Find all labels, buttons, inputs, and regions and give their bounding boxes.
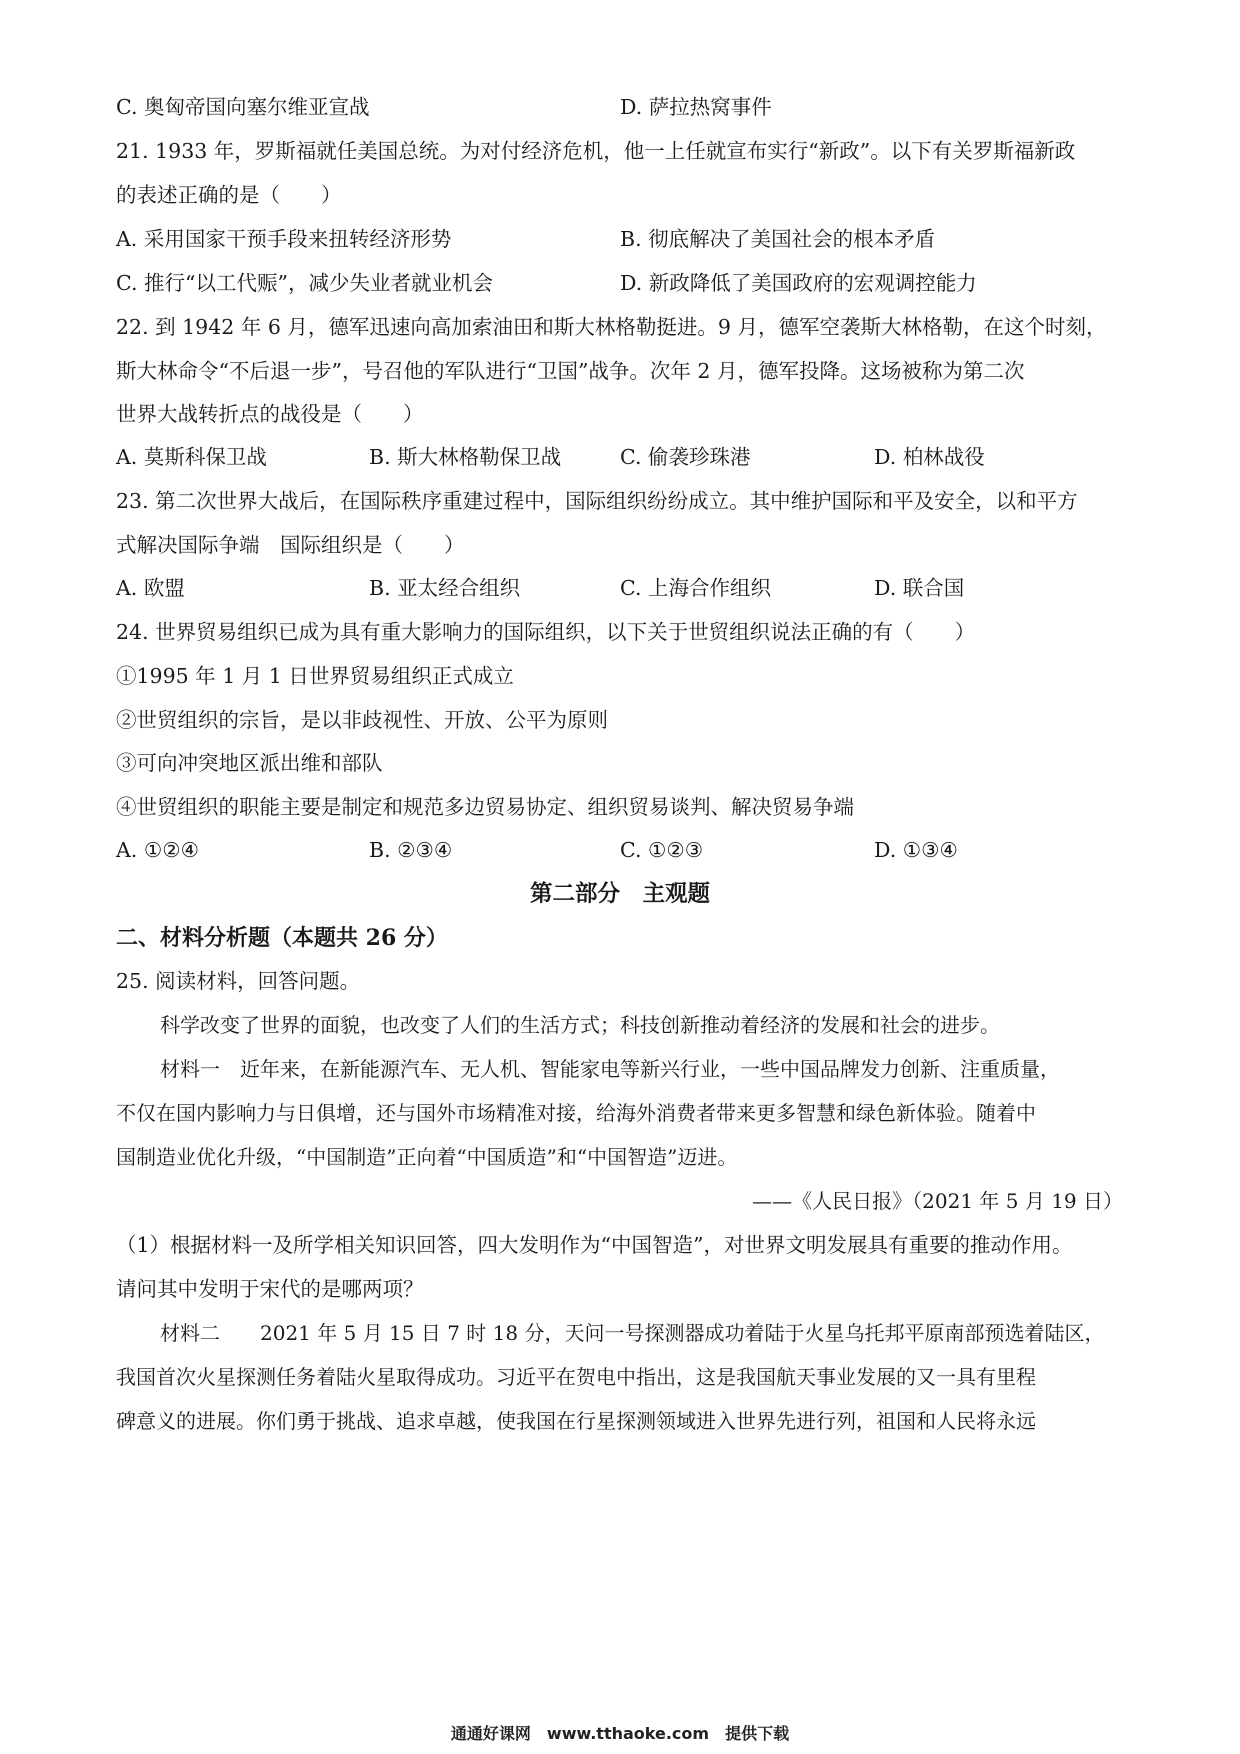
q21-option-b: B. 彻底解决了美国社会的根本矛盾	[620, 227, 936, 251]
material-one-line1: 材料一 近年来，在新能源汽车、无人机、智能家电等新兴行业，一些中国品牌发力创新、注重质量，	[160, 1057, 1060, 1081]
q21-option-a: A. 采用国家干预手段来扭转经济形势	[116, 227, 452, 251]
q25-sub1-line1: （1）根据材料一及所学相关知识回答，四大发明作为“中国智造”，对世界文明发展具有重要的推动作用。	[116, 1233, 1073, 1257]
page-footer: 通通好课网 www.tthaoke.com 提供下载	[450, 1724, 790, 1743]
q24-statement-1: ①1995 年 1 月 1 日世界贸易组织正式成立	[116, 664, 514, 688]
q24-option-b: B. ②③④	[369, 838, 453, 862]
q23-option-c: C. 上海合作组织	[620, 576, 771, 600]
q23-stem-line1: 23. 第二次世界大战后，在国际秩序重建过程中，国际组织纷纷成立。其中维护国际和平及安全，以和平方	[116, 489, 1078, 513]
q22-option-b: B. 斯大林格勒保卫战	[369, 445, 562, 469]
q24-statement-4: ④世贸组织的职能主要是制定和规范多边贸易协定、组织贸易谈判、解决贸易争端	[116, 795, 854, 819]
q20-option-c: C. 奥匈帝国向塞尔维亚宣战	[116, 95, 370, 119]
q22-option-a: A. 莫斯科保卫战	[116, 445, 267, 469]
material-two-line1: 材料二 2021 年 5 月 15 日 7 时 18 分，天问一号探测器成功着陆于火星乌托邦平原南部预选着陆区，	[160, 1321, 1105, 1345]
material-one-line3: 国制造业优化升级，“中国制造”正向着“中国质造”和“中国智造”迈进。	[116, 1145, 738, 1169]
q24-stem: 24. 世界贸易组织已成为具有重大影响力的国际组织，以下关于世贸组织说法正确的有（ ）	[116, 620, 976, 644]
q21-stem-line1: 21. 1933 年，罗斯福就任美国总统。为对付经济危机，他一上任就宣布实行“新政”。以下有关罗斯福新政	[116, 139, 1076, 163]
q22-option-d: D. 柏林战役	[874, 445, 985, 469]
q20-option-d: D. 萨拉热窝事件	[620, 95, 772, 119]
q23-option-b: B. 亚太经合组织	[369, 576, 521, 600]
q24-option-d: D. ①③④	[874, 838, 958, 862]
q23-stem-line2: 式解决国际争端 国际组织是（ ）	[116, 533, 465, 557]
q24-statement-3: ③可向冲突地区派出维和部队	[116, 751, 383, 775]
q22-stem-line3: 世界大战转折点的战役是（ ）	[116, 402, 424, 426]
q23-option-a: A. 欧盟	[116, 576, 185, 600]
q21-option-c: C. 推行“以工代赈”，减少失业者就业机会	[116, 271, 493, 295]
material-one-line2: 不仅在国内影响力与日俱增，还与国外市场精准对接，给海外消费者带来更多智慧和绿色新体验。随着中	[116, 1101, 1036, 1125]
q24-option-a: A. ①②④	[116, 838, 199, 862]
q21-stem-line2: 的表述正确的是（ ）	[116, 183, 342, 207]
q25-stem: 25. 阅读材料，回答问题。	[116, 969, 361, 993]
q22-stem-line2: 斯大林命令“不后退一步”，号召他的军队进行“卫国”战争。次年 2 月，德军投降。这场被称为第二次	[116, 359, 1025, 383]
q22-option-c: C. 偷袭珍珠港	[620, 445, 751, 469]
q21-option-d: D. 新政降低了美国政府的宏观调控能力	[620, 271, 977, 295]
q25-sub1-line2: 请问其中发明于宋代的是哪两项？	[116, 1277, 424, 1301]
q22-stem-line1: 22. 到 1942 年 6 月，德军迅速向高加索油田和斯大林格勒挺进。9 月，德军空袭斯大林格勒，在这个时刻，	[116, 315, 1107, 339]
part-two-title: 第二部分 主观题	[529, 881, 710, 907]
material-one-source: ——《人民日报》（2021 年 5 月 19 日）	[752, 1189, 1123, 1213]
q23-option-d: D. 联合国	[874, 576, 965, 600]
material-two-line2: 我国首次火星探测任务着陆火星取得成功。习近平在贺电中指出，这是我国航天事业发展的又一具有里程	[116, 1365, 1036, 1389]
material-two-line3: 碑意义的进展。你们勇于挑战、追求卓越，使我国在行星探测领域进入世界先进行列，祖国和人民将永远	[116, 1409, 1036, 1433]
q25-intro: 科学改变了世界的面貌，也改变了人们的生活方式；科技创新推动着经济的发展和社会的进步。	[160, 1013, 1000, 1037]
section-two-title: 二、材料分析题（本题共 26 分）	[116, 925, 448, 951]
q24-option-c: C. ①②③	[620, 838, 704, 862]
q24-statement-2: ②世贸组织的宗旨，是以非歧视性、开放、公平为原则	[116, 708, 608, 732]
